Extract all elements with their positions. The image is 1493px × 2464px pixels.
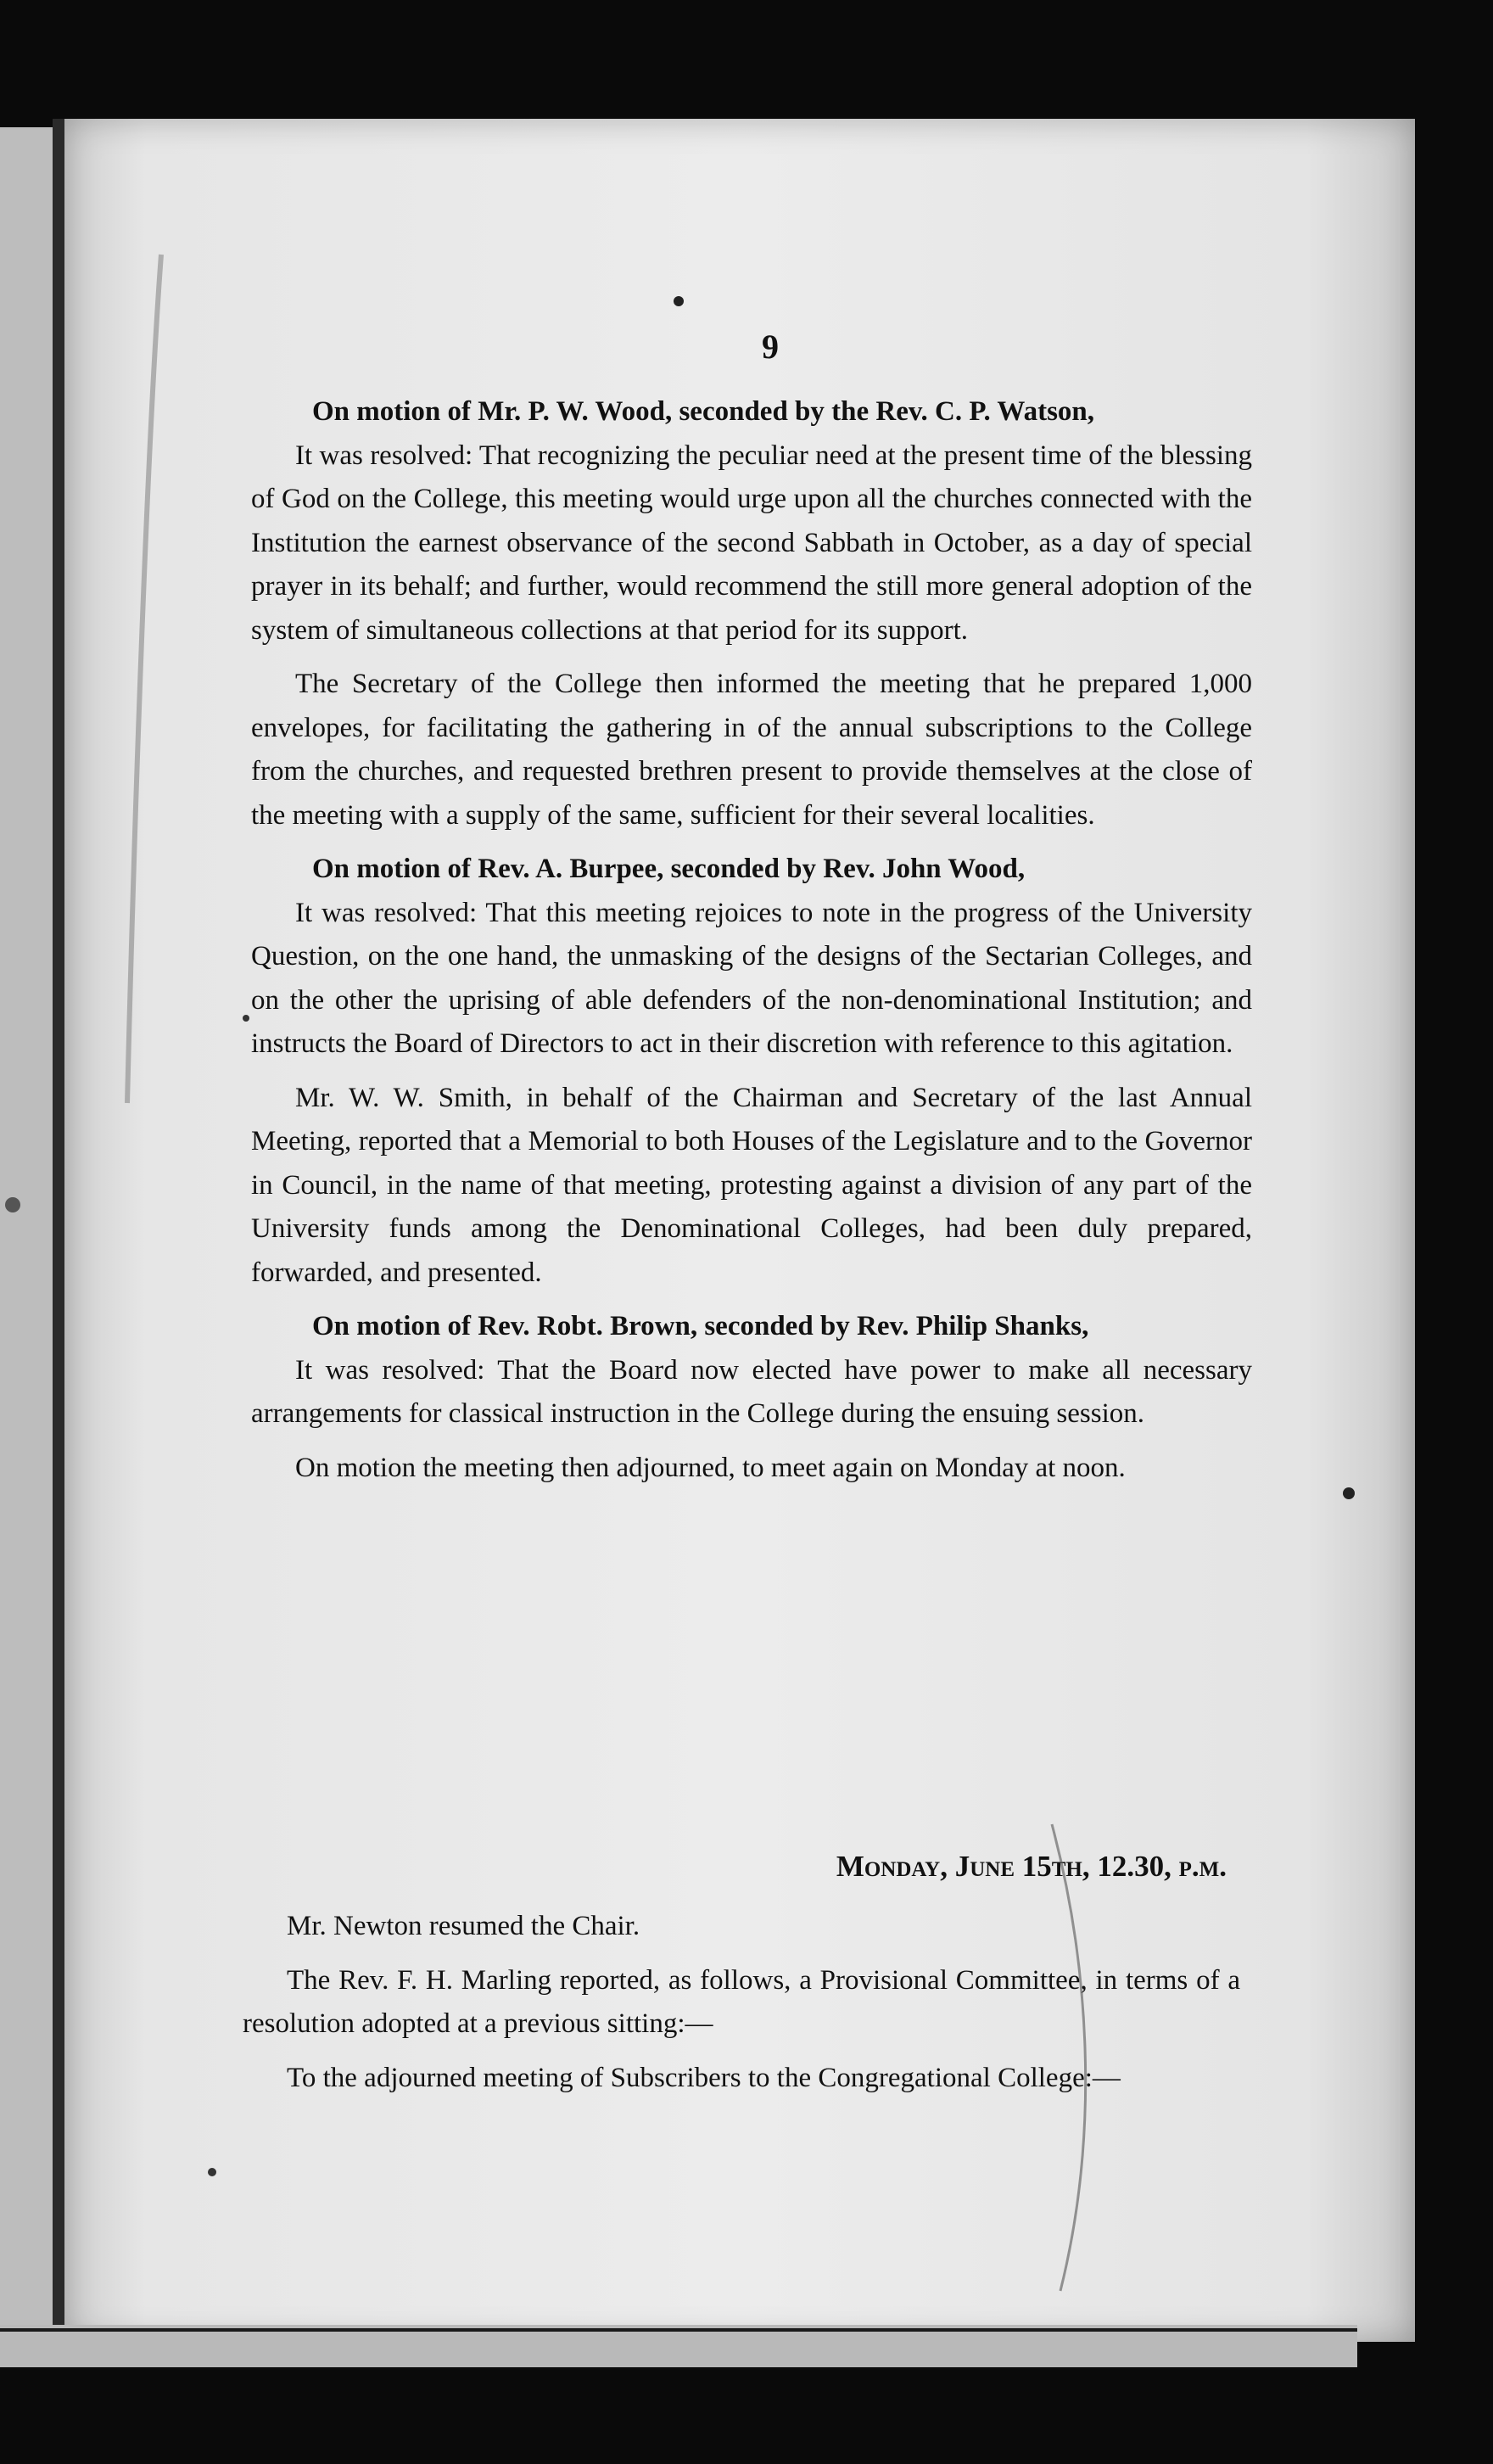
minutes-body-continued [243,1905,1240,2110]
body-paragraph: Mr. Newton resumed the Chair. [287,1911,640,1941]
motion-line: On motion of Mr. P. W. Wood, seconded by the Rev. C. P. Watson, [312,396,1095,427]
body-paragraph: The Rev. F. H. Marling reported, as follows, a Provisional Committee, in terms of a resolution adopted at a previous sitting:— [243,1964,1240,2039]
body-paragraph: On motion the meeting then adjourned, to meet again on Monday at noon. [295,1452,1126,1483]
session-dateline: Monday, June 15th, 12.30, p.m. [836,1850,1227,1883]
body-paragraph: Mr. W. W. Smith, in behalf of the Chairman and Secretary of the last Annual Meeting, reported that a Memorial to both Houses of the Legislature and to the Governor in Council, in the name of that meeting, protesting against a division of any part of the University funds among the Denominational Colleges, had been duly prepared, forwarded, and presented. [251,1082,1252,1288]
resolution-paragraph: It was resolved: That the Board now elected have power to make all necessary arrangements for classical instruction in the College during the ensuing session. [251,1354,1252,1429]
page-bottom-rule [0,2328,1357,2332]
body-paragraph: The Secretary of the College then informed the meeting that he prepared 1,000 envelopes, for facilitating the gathering in of the annual subscriptions to the College from the churches, and requested brethren present to provide themselves at the close of the meeting with a supply of the same, sufficient for their several localities. [251,669,1252,831]
page-number: 9 [762,328,779,366]
body-paragraph: To the adjourned meeting of Subscribers to the Congregational College:— [287,2062,1121,2093]
resolution-paragraph: It was resolved: That recognizing the peculiar need at the present time of the blessing of God on the College, this meeting would urge upon all the churches connected with the Institution the earnest observance of the second Sabbath in October, as a day of special prayer in its behalf; and further, would recommend the still more general adoption of the system of simultaneous collections at that period for its support. [251,440,1252,646]
motion-line: On motion of Rev. Robt. Brown, seconded by Rev. Philip Shanks, [312,1311,1089,1341]
facing-page-edge [0,127,59,2350]
minutes-body [251,390,1252,1500]
resolution-paragraph: It was resolved: That this meeting rejoices to note in the progress of the University Question, on the one hand, the unmasking of the designs of the Sectarian Colleges, and on the other the uprising of able defenders of the non-denominational Institution; and instructs the Board of Directors to act in their discretion with reference to this agitation. [251,897,1252,1059]
motion-line: On motion of Rev. A. Burpee, seconded by Rev. John Wood, [312,854,1026,884]
book-spine [53,119,64,2359]
